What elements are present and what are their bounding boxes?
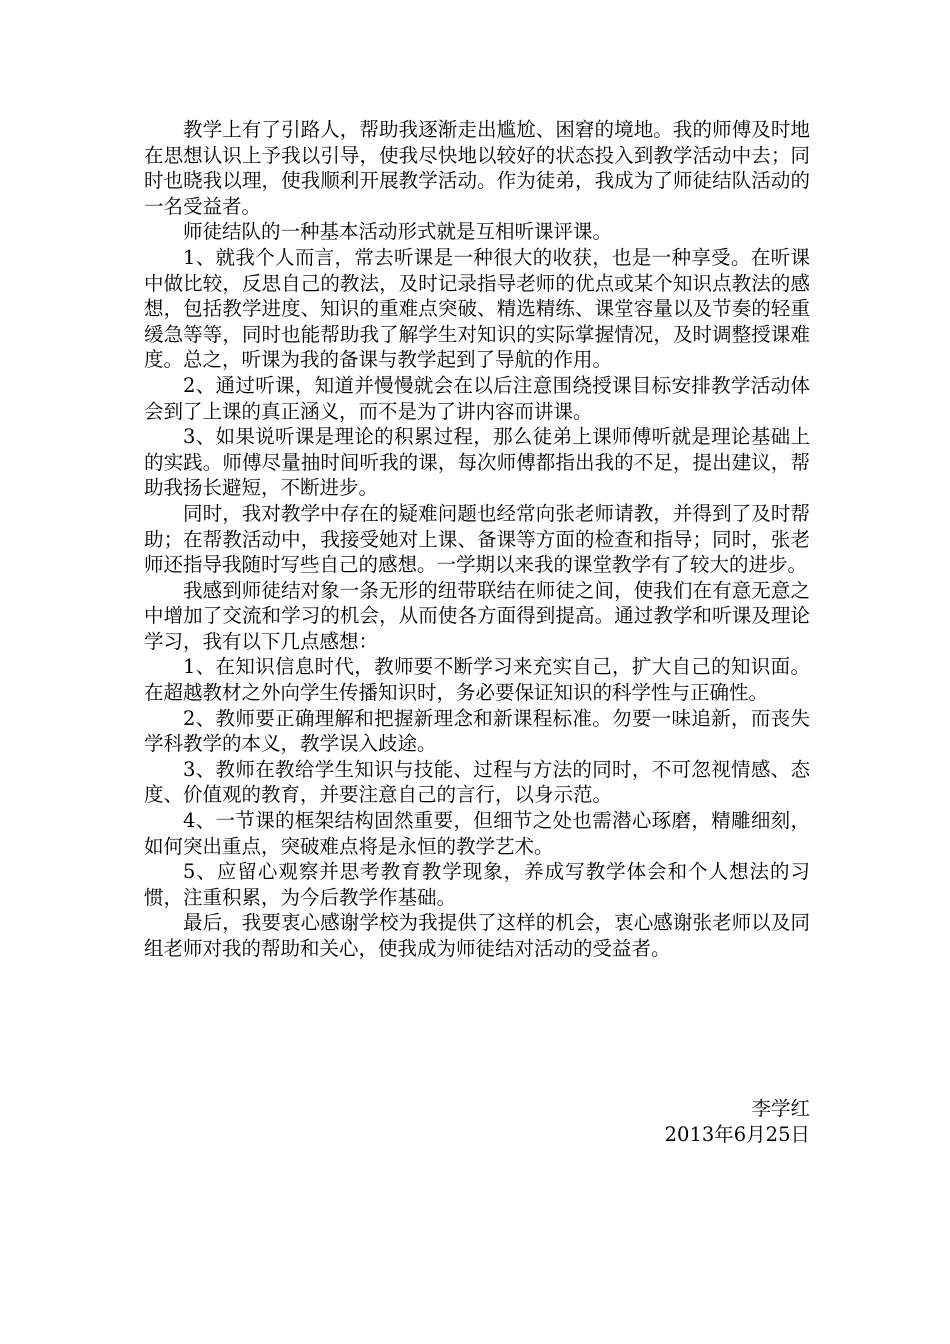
paragraph-5: 3、如果说听课是理论的积累过程，那么徒弟上课师傅听就是理论基础上的实践。师傅尽量抽时间听我的课，每次师傅都指出我的不足，提出建议，帮助我扬长避短，不断进步。 — [144, 425, 810, 500]
paragraph-11: 4、一节课的框架结构固然重要，但细节之处也需潜心琢磨，精雕细刻，如何突出重点，突破难点将是永恒的教学艺术。 — [144, 809, 810, 858]
paragraph-8: 1、在知识信息时代，教师要不断学习来充实自己，扩大自己的知识面。在超越教材之外向学生传播知识时，务必要保证知识的科学性与正确性。 — [144, 655, 810, 705]
paragraph-7: 我感到师徒结对象一条无形的纽带联结在师徒之间，使我们在有意无意之中增加了交流和学习的机会，从而使各方面得到提高。通过教学和听课及理论学习，我有以下几点感想： — [144, 578, 810, 653]
paragraph-9: 2、教师要正确理解和把握新理念和新课程标准。勿要一味追新，而丧失学科教学的本义，教学误入歧途。 — [144, 706, 810, 756]
paragraph-6: 同时，我对教学中存在的疑难问题也经常向张老师请教，并得到了及时帮助；在帮教活动中，我接受她对上课、备课等方面的检查和指导；同时，张老师还指导我随时写些自己的感想。一学期以来我的课堂教学有了较大的进步。 — [144, 501, 810, 577]
paragraph-12: 5、应留心观察并思考教育教学现象，养成写教学体会和个人想法的习惯，注重积累，为今后教学作基础。 — [144, 860, 810, 909]
paragraph-4: 2、通过听课，知道并慢慢就会在以后注意围绕授课目标安排教学活动体会到了上课的真正涵义，而不是为了讲内容而讲课。 — [144, 373, 810, 423]
signature-author: 李学红 — [751, 1097, 810, 1120]
signature-block — [665, 1096, 810, 1147]
paragraph-1: 教学上有了引路人，帮助我逐渐走出尴尬、困窘的境地。我的师傅及时地在思想认识上予我以引导，使我尽快地以较好的状态投入到教学活动中去；同时也晓我以理，使我顺利开展教学活动。作为徒弟，我成为了师徒结队活动的一名受益者。 — [144, 118, 810, 218]
paragraph-13: 最后，我要衷心感谢学校为我提供了这样的机会，衷心感谢张老师以及同组老师对我的帮助和关心，使我成为师徒结对活动的受益者。 — [144, 911, 810, 960]
signature-date: 2013年6月25日 — [664, 1122, 810, 1146]
document-body — [144, 117, 810, 962]
paragraph-3: 1、就我个人而言，常去听课是一种很大的收获，也是一种享受。在听课中做比较，反思自己的教法，及时记录指导老师的优点或某个知识点教法的感想，包括教学进度、知识的重难点突破、精选精练、课堂容量以及节奏的轻重缓急等等，同时也能帮助我了解学生对知识的实际掌握情况，及时调整授课难度。总之，听课为我的备课与教学起到了导航的作用。 — [144, 245, 810, 372]
paragraph-2: 师徒结队的一种基本活动形式就是互相听课评课。 — [183, 220, 613, 244]
paragraph-10: 3、教师在教给学生知识与技能、过程与方法的同时，不可忽视情感、态度、价值观的教育，并要注意自己的言行，以身示范。 — [144, 757, 810, 807]
